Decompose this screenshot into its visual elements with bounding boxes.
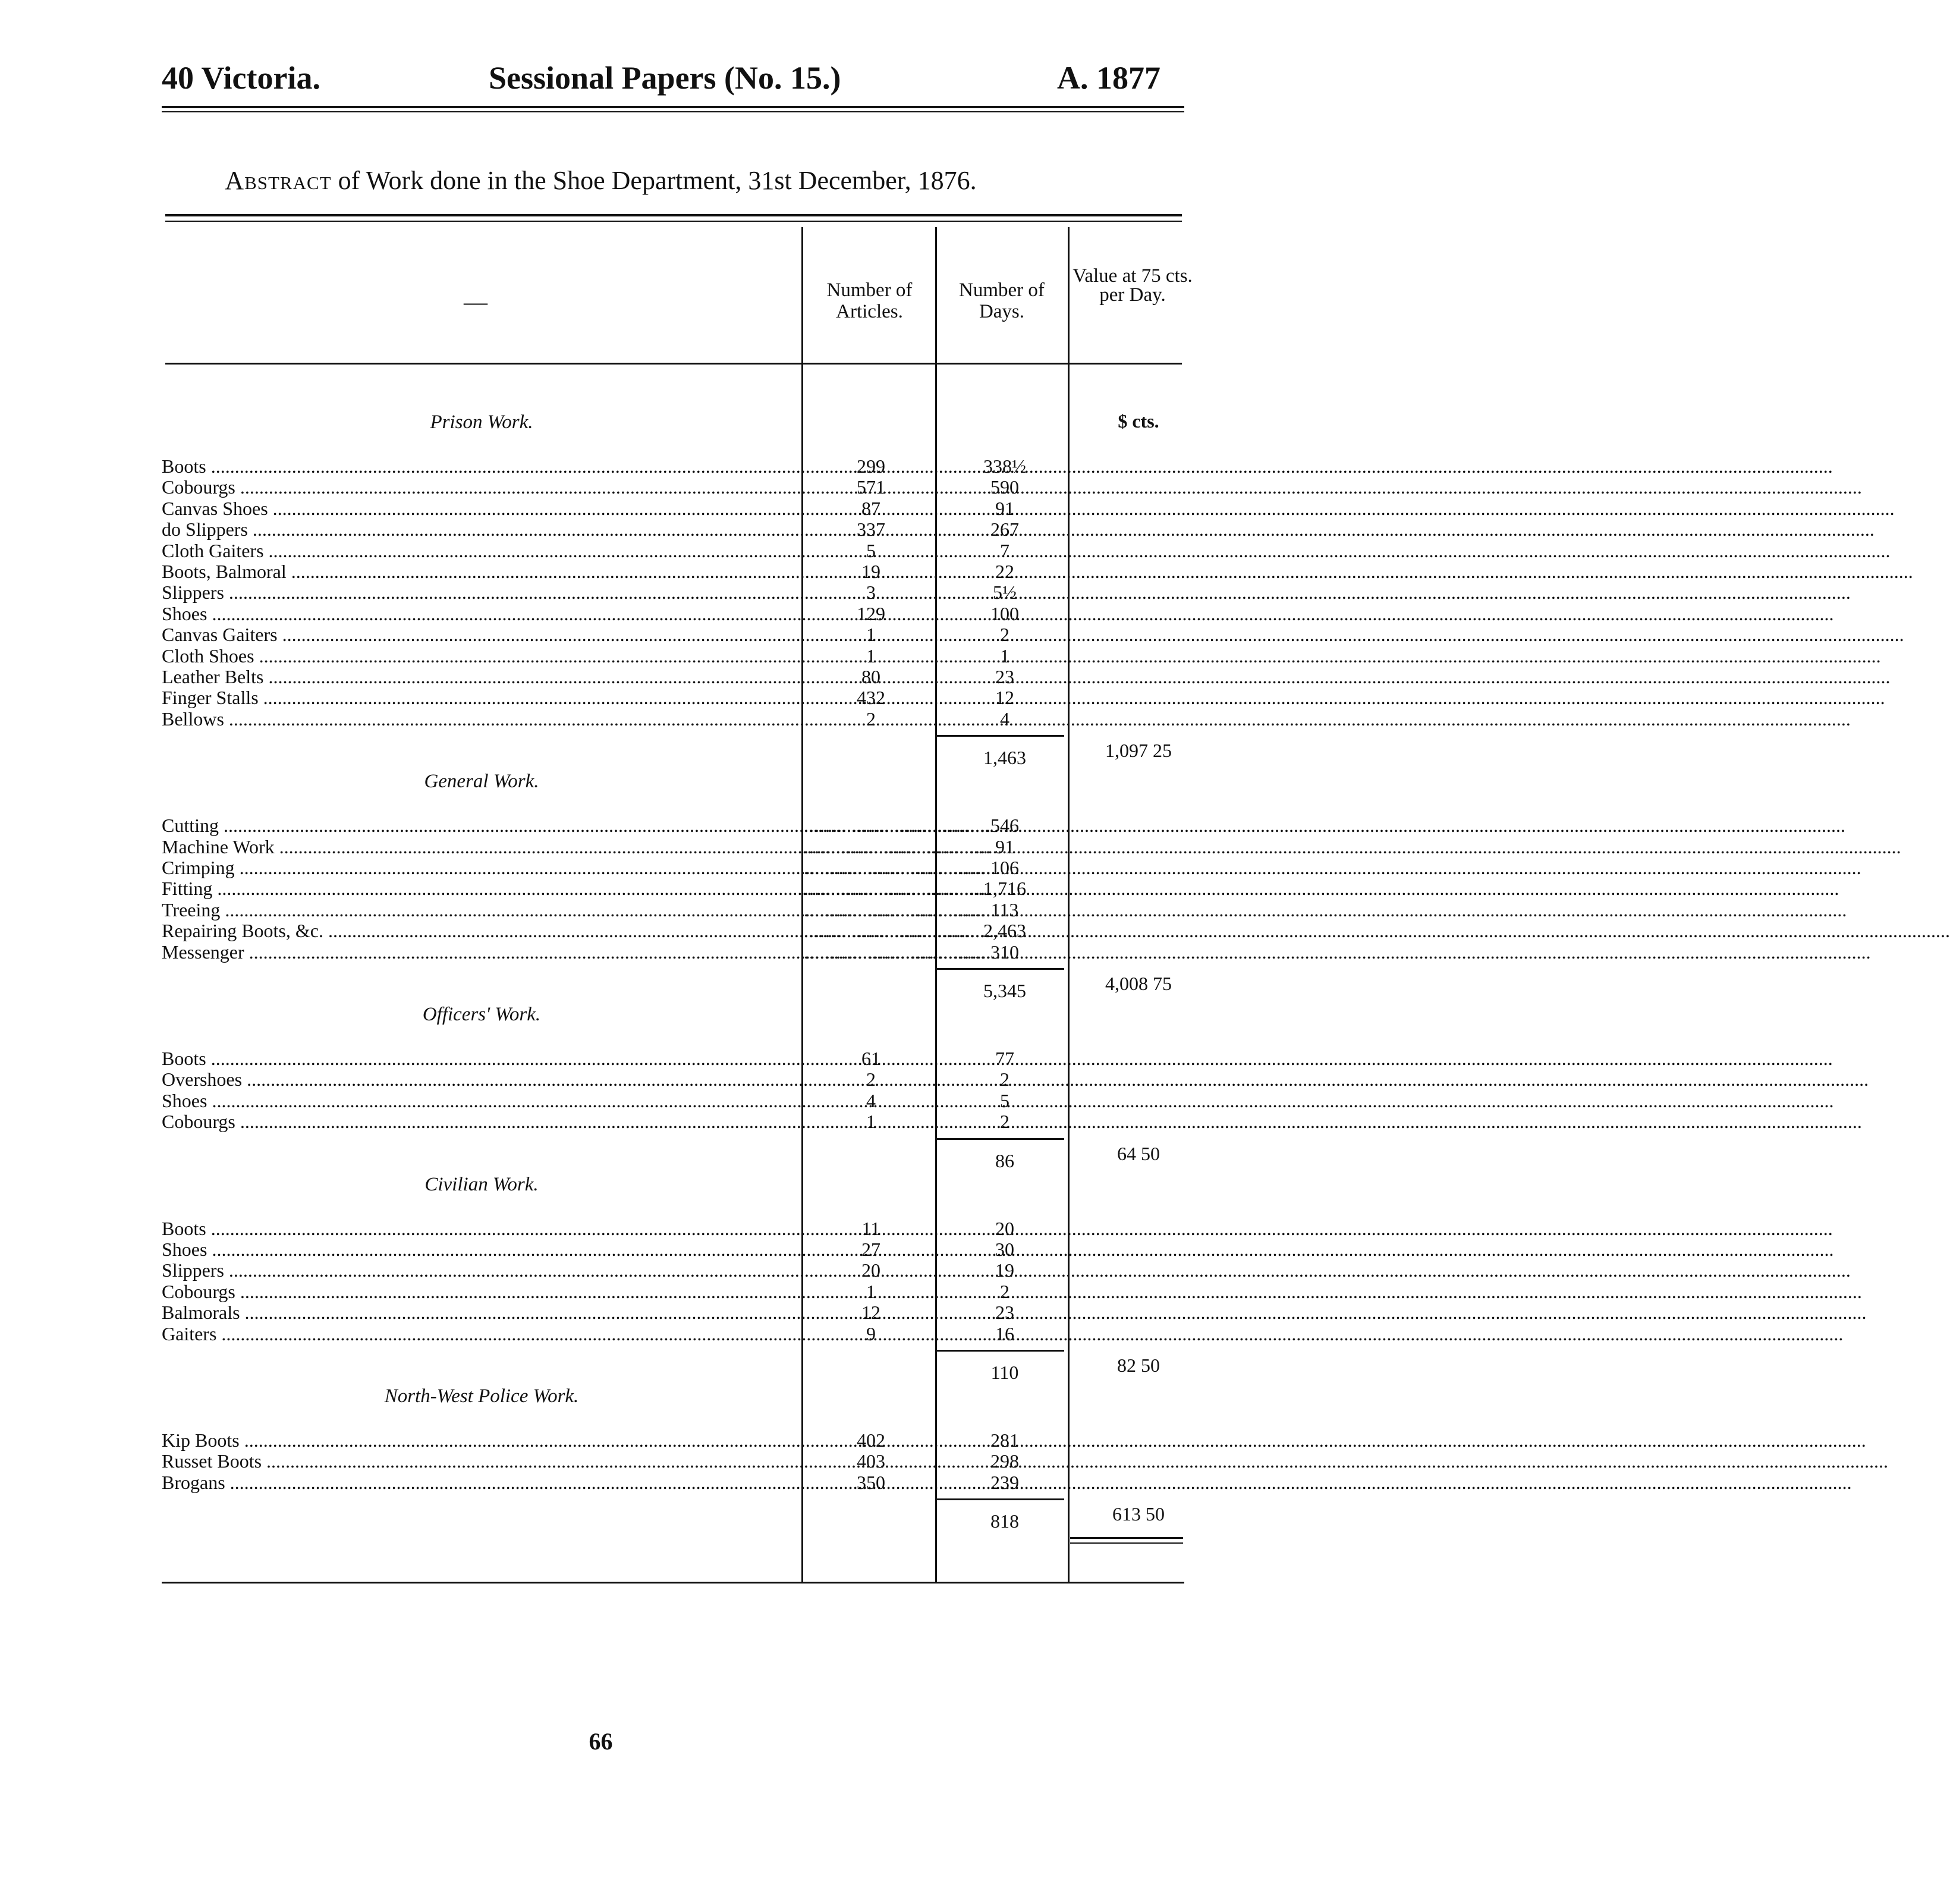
- row-label: do Slippers .....: [162, 519, 792, 540]
- table-row: [0, 1429, 1202, 1451]
- row-days: 590: [990, 476, 1019, 498]
- row-articles: 299: [857, 455, 885, 477]
- row-days: 2: [1000, 1069, 1009, 1090]
- subtotal-rule: [936, 1350, 1064, 1352]
- row-label: Shoes .....: [162, 1090, 792, 1111]
- table-row: [0, 519, 1202, 540]
- row-label: Cobourgs .....: [162, 1111, 792, 1132]
- table-row: [0, 624, 1202, 645]
- table-row: [0, 1323, 1202, 1344]
- subtotal-rule: [936, 1498, 1064, 1500]
- table-row: [0, 645, 1202, 667]
- row-articles: 87: [861, 498, 880, 519]
- row-articles: 12: [861, 1302, 880, 1323]
- title-abstract: Abstract: [225, 166, 332, 195]
- row-label: Boots .....: [162, 1218, 792, 1239]
- value-total-rule-1: [1070, 1537, 1183, 1539]
- row-label: Cobourgs .....: [162, 1281, 792, 1302]
- table-row: [0, 836, 1202, 857]
- row-label: Machine Work .....: [162, 836, 792, 857]
- table-row: [0, 1259, 1202, 1281]
- row-days: 23: [995, 666, 1014, 687]
- title-rule-bottom: [165, 221, 1182, 222]
- table-row: [0, 1069, 1202, 1090]
- table-row: [0, 455, 1202, 477]
- row-articles-blank: ...................................: [804, 815, 991, 836]
- table-row: [0, 941, 1202, 963]
- row-label: Messenger .....: [162, 941, 792, 963]
- row-label: Boots .....: [162, 455, 792, 477]
- row-articles: 402: [857, 1429, 885, 1451]
- row-days: 338½: [983, 455, 1026, 477]
- section-title: Prison Work.: [430, 411, 533, 433]
- row-days: 239: [990, 1472, 1019, 1493]
- row-days: 5: [1000, 1090, 1009, 1111]
- row-days: 91: [995, 836, 1014, 857]
- row-days: 5½: [993, 582, 1017, 603]
- row-label: Bellows .....: [162, 708, 792, 730]
- page-number: 66: [589, 1728, 613, 1755]
- table-row: [0, 1090, 1202, 1111]
- row-label: Russet Boots .....: [162, 1450, 792, 1472]
- row-days: 2: [1000, 624, 1009, 645]
- row-articles: 337: [857, 519, 885, 540]
- subtotal-value: 64 50: [1117, 1143, 1160, 1164]
- row-label: Leather Belts .....: [162, 666, 792, 687]
- table-row: [0, 857, 1202, 878]
- row-label: Shoes .....: [162, 1239, 792, 1260]
- row-label: Gaiters .....: [162, 1323, 792, 1344]
- row-days: 2,463: [983, 920, 1026, 941]
- table-row: [0, 540, 1202, 561]
- row-articles-blank: ...................................: [804, 920, 991, 941]
- row-articles: 350: [857, 1472, 885, 1493]
- row-articles: 4: [866, 1090, 876, 1111]
- row-articles: 9: [866, 1323, 876, 1344]
- table-row: [0, 498, 1202, 519]
- row-label: Slippers .....: [162, 1259, 792, 1281]
- row-label: Balmorals .....: [162, 1302, 792, 1323]
- row-articles: 2: [866, 1069, 876, 1090]
- table-row: [0, 708, 1202, 730]
- table-row: [0, 1239, 1202, 1260]
- section-title: North-West Police Work.: [384, 1385, 579, 1407]
- row-label: Cloth Gaiters .....: [162, 540, 792, 561]
- row-label: Overshoes .....: [162, 1069, 792, 1090]
- header-rule-top: [162, 106, 1184, 108]
- row-label: Repairing Boots, &c. .....: [162, 920, 792, 941]
- column-heading-dash: —: [464, 288, 488, 315]
- row-articles: 27: [861, 1239, 880, 1260]
- subtotal-rule: [936, 968, 1064, 970]
- row-articles-blank: ...................................: [804, 878, 991, 899]
- row-label: Shoes .....: [162, 603, 792, 624]
- subtotal-value: 613 50: [1112, 1503, 1165, 1525]
- row-days: 298: [990, 1450, 1019, 1472]
- row-articles: 11: [861, 1218, 880, 1239]
- row-days: 100: [990, 603, 1019, 624]
- table-row: [0, 815, 1202, 836]
- row-days: 91: [995, 498, 1014, 519]
- subtotal-days: 5,345: [983, 980, 1026, 1001]
- table-row: [0, 920, 1202, 941]
- row-articles: 5: [866, 540, 876, 561]
- row-articles: 1: [866, 624, 876, 645]
- section-title: General Work.: [424, 771, 539, 793]
- subtotal-value: 4,008 75: [1105, 973, 1172, 994]
- row-articles: 2: [866, 708, 876, 730]
- row-articles: 571: [857, 476, 885, 498]
- header-sessional-papers: Sessional Papers (No. 15.): [489, 60, 841, 96]
- subtotal-rule: [936, 1138, 1064, 1140]
- row-label: Canvas Gaiters .....: [162, 624, 792, 645]
- row-days: 546: [990, 815, 1019, 836]
- subtotal-days: 86: [995, 1150, 1014, 1171]
- row-days: 30: [995, 1239, 1014, 1260]
- row-articles-blank: ...................................: [804, 836, 991, 857]
- header-volume: 40 Victoria.: [162, 60, 320, 96]
- column-heading-days: Number of Days.: [959, 279, 1045, 322]
- row-label: Slippers .....: [162, 582, 792, 603]
- heading-rule: [165, 363, 1182, 365]
- row-days: 19: [995, 1259, 1014, 1281]
- row-days: 77: [995, 1048, 1014, 1069]
- row-articles: 19: [861, 561, 880, 582]
- page-title: [0, 165, 1202, 196]
- title-rule-top: [165, 214, 1182, 216]
- row-days: 23: [995, 1302, 1014, 1323]
- row-days: 1,716: [983, 878, 1026, 899]
- header-rule-bottom: [162, 111, 1184, 112]
- subtotal-days: 818: [990, 1510, 1019, 1532]
- row-label: Brogans .....: [162, 1472, 792, 1493]
- row-days: 22: [995, 561, 1014, 582]
- row-label: Boots, Balmoral .....: [162, 561, 792, 582]
- table-row: [0, 561, 1202, 582]
- row-articles: 129: [857, 603, 885, 624]
- row-label: Canvas Shoes .....: [162, 498, 792, 519]
- table-row: [0, 687, 1202, 708]
- row-days: 4: [1000, 708, 1009, 730]
- row-articles: 1: [866, 645, 876, 667]
- row-articles-blank: ...................................: [804, 857, 991, 878]
- row-articles-blank: ...................................: [804, 899, 991, 920]
- subtotal-days: 1,463: [983, 747, 1026, 768]
- subtotal-value: 82 50: [1117, 1355, 1160, 1376]
- row-articles: 403: [857, 1450, 885, 1472]
- table-row: [0, 1281, 1202, 1302]
- value-total-rule-2: [1070, 1542, 1183, 1544]
- row-days: 20: [995, 1218, 1014, 1239]
- row-label: Crimping .....: [162, 857, 792, 878]
- row-days: 310: [990, 941, 1019, 963]
- row-days: 7: [1000, 540, 1009, 561]
- row-label: Fitting .....: [162, 878, 792, 899]
- currency-heading: $ cts.: [1118, 410, 1159, 432]
- row-days: 1: [1000, 645, 1009, 667]
- table-bottom-rule: [162, 1582, 1184, 1583]
- row-label: Kip Boots .....: [162, 1429, 792, 1451]
- row-articles: 1: [866, 1281, 876, 1302]
- row-articles: 61: [861, 1048, 880, 1069]
- table-row: [0, 666, 1202, 687]
- table-row: [0, 899, 1202, 920]
- table-row: [0, 1450, 1202, 1472]
- table-row: [0, 1218, 1202, 1239]
- row-days: 281: [990, 1429, 1019, 1451]
- row-articles-blank: ...................................: [804, 941, 991, 963]
- table-row: [0, 1302, 1202, 1323]
- row-label: Finger Stalls .....: [162, 687, 792, 708]
- header-year: A. 1877: [1057, 60, 1160, 96]
- table-row: [0, 603, 1202, 624]
- row-label: Boots .....: [162, 1048, 792, 1069]
- row-articles: 1: [866, 1111, 876, 1132]
- row-label: Cloth Shoes .....: [162, 645, 792, 667]
- table-row: [0, 1048, 1202, 1069]
- row-articles: 432: [857, 687, 885, 708]
- table-row: [0, 1111, 1202, 1132]
- section-title: Civilian Work.: [424, 1173, 539, 1195]
- table-row: [0, 582, 1202, 603]
- table-row: [0, 1472, 1202, 1493]
- row-articles: 20: [861, 1259, 880, 1281]
- table-row: [0, 476, 1202, 498]
- row-days: 2: [1000, 1281, 1009, 1302]
- subtotal-value: 1,097 25: [1105, 740, 1172, 761]
- row-articles: 3: [866, 582, 876, 603]
- row-days: 16: [995, 1323, 1014, 1344]
- title-text: of Work done in the Shoe Department, 31st December, 1876.: [338, 166, 977, 195]
- row-days: 2: [1000, 1111, 1009, 1132]
- subtotal-rule: [936, 735, 1064, 737]
- row-articles: 80: [861, 666, 880, 687]
- section-title: Officers' Work.: [422, 1004, 541, 1025]
- subtotal-days: 110: [990, 1362, 1019, 1383]
- table-row: [0, 878, 1202, 899]
- row-days: 106: [990, 857, 1019, 878]
- row-label: Treeing .....: [162, 899, 792, 920]
- row-days: 12: [995, 687, 1014, 708]
- row-label: Cutting .....: [162, 815, 792, 836]
- column-heading-value: Value at 75 cts. per Day.: [1072, 265, 1193, 306]
- row-label: Cobourgs .....: [162, 476, 792, 498]
- row-days: 113: [990, 899, 1019, 920]
- row-days: 267: [990, 519, 1019, 540]
- column-heading-articles: Number of Articles.: [826, 279, 913, 322]
